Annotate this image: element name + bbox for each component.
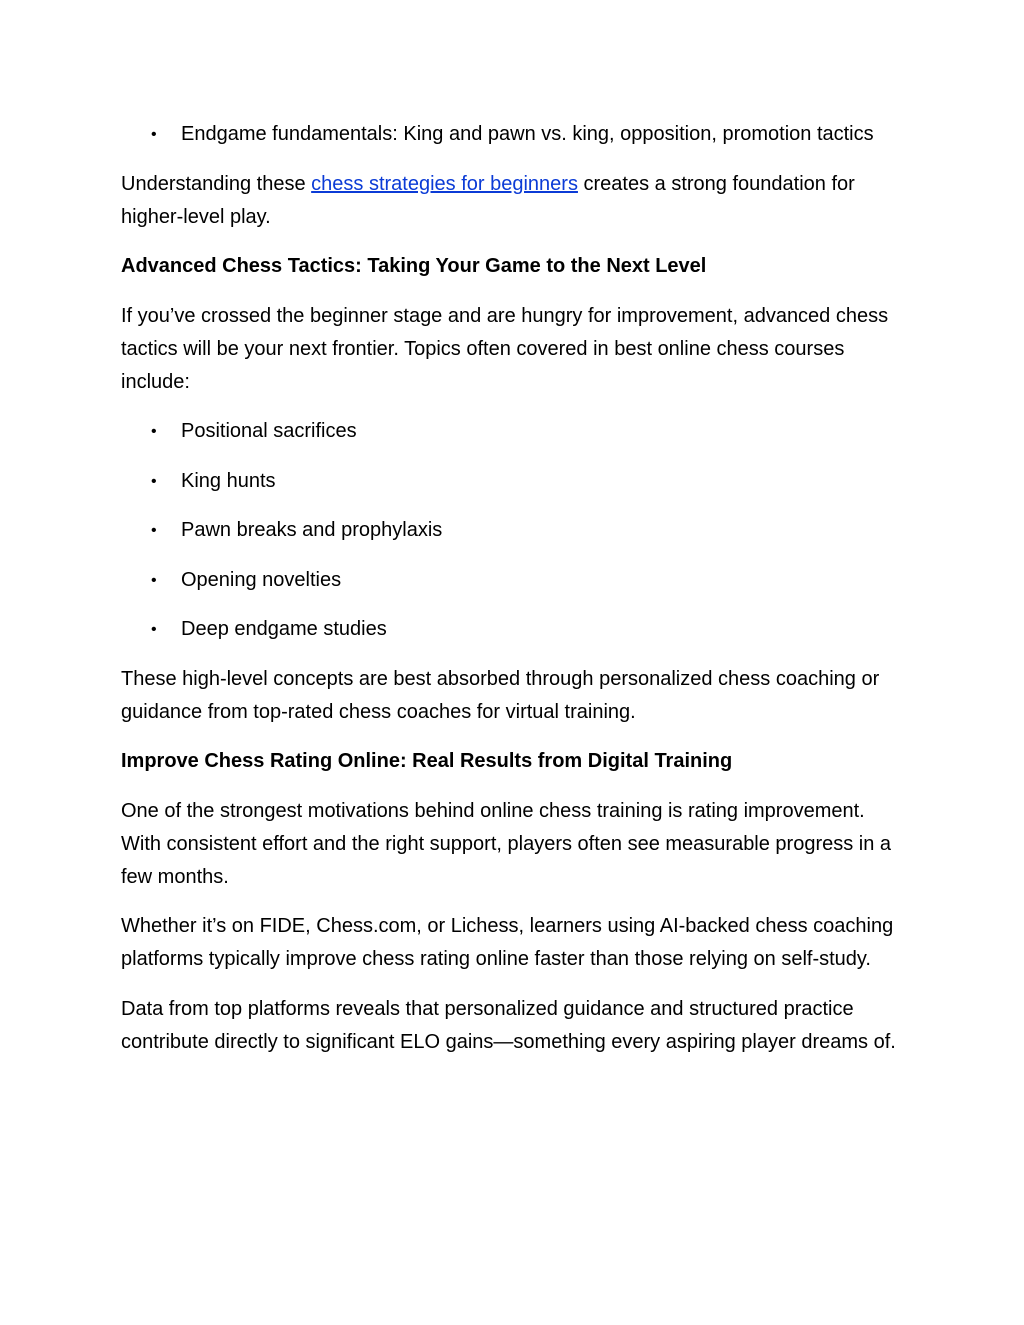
bullet-icon: • [151,571,157,589]
section-heading-improve-rating: Improve Chess Rating Online: Real Results from Digital Training [121,750,733,772]
list-item-text: Opening novelties [181,568,342,591]
paragraph-platforms: Whether it’s on FIDE, Chess.com, or Lichess, learners using AI-backed chess coaching platforms typically improve chess rating online faster than those relying on self-study. [121,915,894,970]
list-item [121,415,906,448]
list-item [121,465,906,498]
chess-strategies-link[interactable]: chess strategies for beginners [311,172,578,195]
paragraph-text: creates a strong foundation for higher-level play. [121,172,855,228]
bullet-icon: • [151,126,157,143]
list-item [121,514,906,547]
advanced-topics-list [121,415,906,646]
paragraph-text: Understanding these [121,172,312,195]
list-item-text: King hunts [181,469,276,492]
bullet-icon: • [151,522,157,539]
document-page [121,118,906,1075]
bullet-icon: • [151,621,157,638]
paragraph-data: Data from top platforms reveals that personalized guidance and structured practice contribute directly to significant ELO gains—something every aspiring player dreams of. [121,997,896,1053]
list-item [121,613,906,646]
list-item [121,564,906,597]
section-heading-advanced-tactics: Advanced Chess Tactics: Taking Your Game to the Next Level [121,255,707,277]
paragraph-high-level-concepts: These high-level concepts are best absorbed through personalized chess coaching or guidance from top-rated chess coaches for virtual training. [121,667,880,723]
list-item-text: Endgame fundamentals: King and pawn vs. king, opposition, promotion tactics [181,123,874,145]
list-item [121,118,906,151]
list-item-text: Pawn breaks and prophylaxis [181,519,443,541]
bullet-icon: • [151,423,157,440]
bullet-icon: • [151,472,157,490]
list-item-text: Positional sacrifices [181,420,357,442]
list-item-text: Deep endgame studies [181,618,387,640]
paragraph-advanced-intro: If you’ve crossed the beginner stage and are hungry for improvement, advanced chess tactics will be your next frontier. Topics often covered in best online chess courses include: [121,304,889,393]
endgame-list [121,118,906,151]
paragraph-motivations: One of the strongest motivations behind online chess training is rating improvement. With consistent effort and the right support, players often see measurable progress in a few months. [121,799,892,888]
paragraph-foundation [121,168,906,234]
